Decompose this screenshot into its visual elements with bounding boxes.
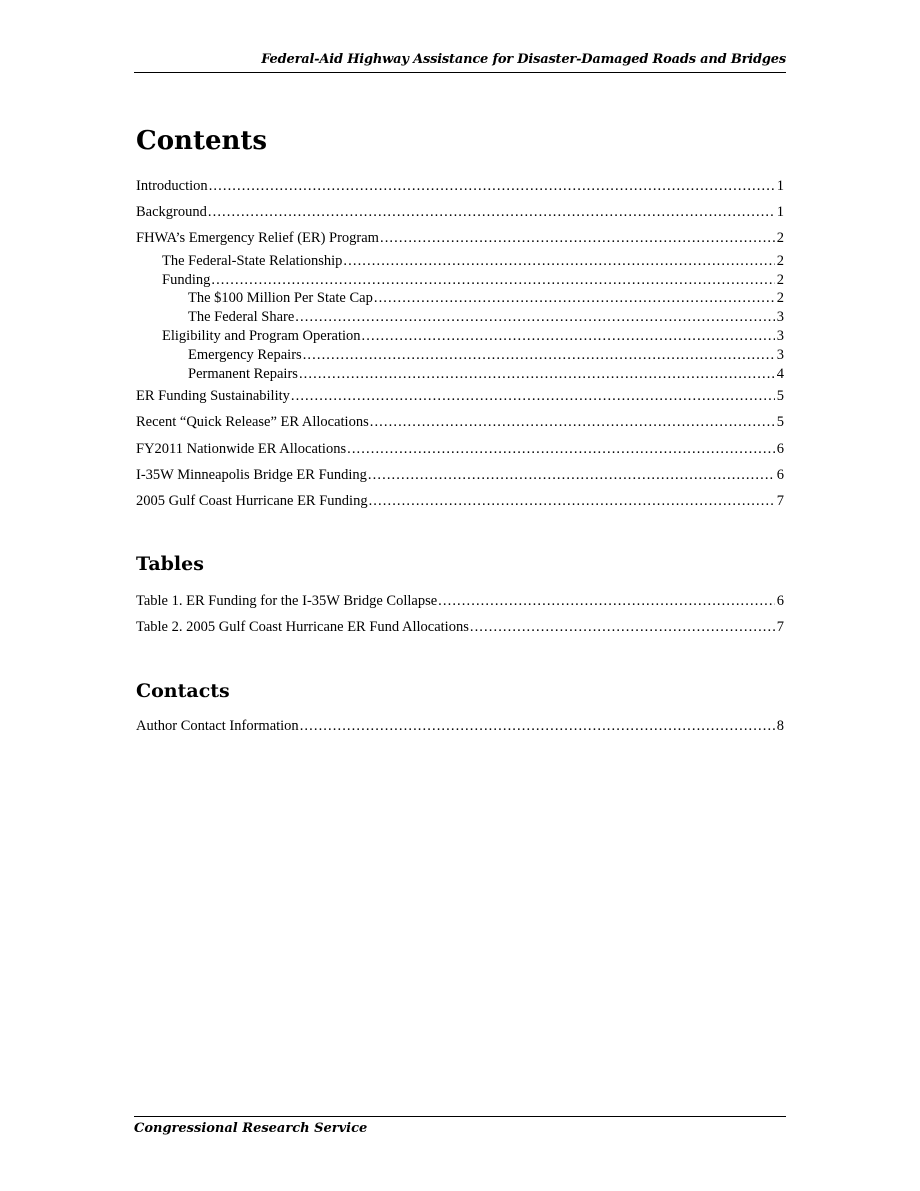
dot-leader [291, 387, 775, 405]
toc-entry-page: 6 [776, 467, 784, 483]
toc-entry[interactable] [136, 387, 784, 405]
tables-heading: Tables [136, 553, 204, 575]
toc-entry-title: Introduction [136, 178, 208, 194]
toc-entry-title: Recent “Quick Release” ER Allocations [136, 414, 369, 430]
toc-entry-page: 6 [776, 441, 784, 457]
toc-entry-page: 2 [776, 253, 784, 269]
dot-leader [438, 592, 775, 610]
toc-entry-page: 6 [776, 593, 784, 609]
dot-leader [380, 229, 775, 247]
dot-leader [470, 618, 775, 636]
toc-entry-title: FY2011 Nationwide ER Allocations [136, 441, 347, 457]
toc-entry-page: 2 [776, 272, 784, 288]
dot-leader [208, 203, 775, 221]
contents-heading: Contents [136, 126, 268, 156]
toc-entry[interactable] [136, 177, 784, 195]
toc-entry-page: 3 [776, 309, 784, 325]
toc-entry-title: Author Contact Information [136, 718, 299, 734]
running-header [134, 52, 786, 73]
toc-entry[interactable] [136, 346, 784, 364]
toc-entry-title: The Federal-State Relationship [162, 253, 343, 269]
toc-entry[interactable] [136, 271, 784, 289]
toc-entry[interactable] [136, 413, 784, 431]
toc-entry[interactable] [136, 252, 784, 270]
toc-entry-title: Table 1. ER Funding for the I-35W Bridge Collapse [136, 593, 438, 609]
toc-entry-page: 7 [776, 493, 784, 509]
toc-entry-page: 8 [776, 718, 784, 734]
running-header-title: Federal-Aid Highway Assistance for Disaster-Damaged Roads and Bridges [261, 52, 786, 67]
toc-entry-title: The $100 Million Per State Cap [188, 290, 373, 306]
toc-entry[interactable] [136, 492, 784, 510]
toc-entry[interactable] [136, 365, 784, 383]
toc-entry[interactable] [136, 717, 784, 735]
toc-entry-title: ER Funding Sustainability [136, 388, 290, 404]
toc-entry[interactable] [136, 203, 784, 221]
toc-entry-page: 1 [776, 204, 784, 220]
toc-entry-page: 5 [776, 414, 784, 430]
dot-leader [368, 466, 775, 484]
dot-leader [209, 177, 775, 195]
toc-entry-page: 5 [776, 388, 784, 404]
toc-entry-title: The Federal Share [188, 309, 295, 325]
dot-leader [369, 492, 775, 510]
toc-entry-page: 2 [776, 230, 784, 246]
toc-entry-title: Background [136, 204, 207, 220]
toc-entry-title: FHWA’s Emergency Relief (ER) Program [136, 230, 379, 246]
toc-entry-page: 3 [776, 347, 784, 363]
dot-leader [303, 346, 775, 364]
toc-entry-page: 7 [776, 619, 784, 635]
toc-entry[interactable] [136, 289, 784, 307]
toc-entry[interactable] [136, 592, 784, 610]
dot-leader [295, 308, 774, 326]
toc-entry[interactable] [136, 440, 784, 458]
toc-entry-title: Table 2. 2005 Gulf Coast Hurricane ER Fund Allocations [136, 619, 469, 635]
toc-entry[interactable] [136, 308, 784, 326]
toc-entry[interactable] [136, 229, 784, 247]
toc-entry-title: Funding [162, 272, 211, 288]
dot-leader [362, 327, 775, 345]
footer-organization: Congressional Research Service [134, 1121, 368, 1136]
running-footer [134, 1116, 786, 1137]
dot-leader [300, 717, 775, 735]
dot-leader [347, 440, 775, 458]
dot-leader [370, 413, 775, 431]
toc-entry-page: 3 [776, 328, 784, 344]
toc-entry-page: 4 [776, 366, 784, 382]
contacts-heading: Contacts [136, 680, 230, 702]
toc-entry[interactable] [136, 466, 784, 484]
toc-entry-title: Permanent Repairs [188, 366, 298, 382]
toc-entry-title: Eligibility and Program Operation [162, 328, 361, 344]
toc-entry-title: I-35W Minneapolis Bridge ER Funding [136, 467, 367, 483]
dot-leader [374, 289, 775, 307]
toc-entry-title: Emergency Repairs [188, 347, 302, 363]
dot-leader [211, 271, 774, 289]
toc-entry[interactable] [136, 618, 784, 636]
dot-leader [299, 365, 775, 383]
toc-entry-title: 2005 Gulf Coast Hurricane ER Funding [136, 493, 368, 509]
toc-entry-page: 1 [776, 178, 784, 194]
toc-entry-page: 2 [776, 290, 784, 306]
toc-entry[interactable] [136, 327, 784, 345]
dot-leader [343, 252, 774, 270]
